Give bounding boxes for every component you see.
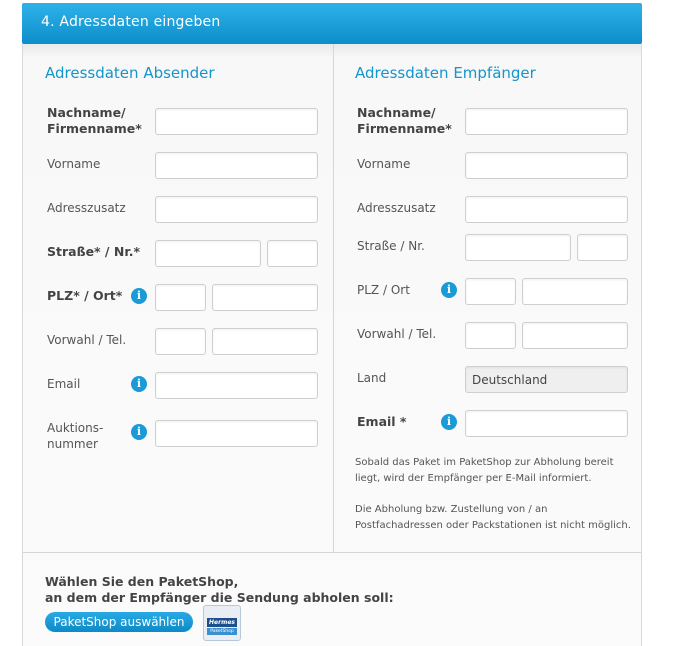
sender-street-label: Straße* / Nr.* [47,244,140,259]
hermes-paketshop-logo [203,605,241,641]
sender-firstname-input[interactable] [155,152,318,179]
sender-auction-label: Auktions- nummer [47,421,104,451]
recipient-firstname-label: Vorname [357,157,411,171]
recipient-phone-input[interactable] [522,322,628,349]
recipient-firstname-input[interactable] [465,152,628,179]
section-divider [22,552,642,553]
recipient-zip-input[interactable] [465,278,516,305]
sender-addition-label: Adresszusatz [47,201,126,215]
recipient-phone-label: Vorwahl / Tel. [357,327,437,341]
sender-city-input[interactable] [212,284,318,311]
sender-street-input[interactable] [155,240,261,267]
sender-email-label: Email [47,377,81,391]
hermes-logo-text: Hermes [207,618,237,627]
paketshop-select-button[interactable]: PaketShop auswählen [45,612,193,632]
recipient-email-input[interactable] [465,410,628,437]
sender-phone-input[interactable] [212,328,318,355]
sender-firstname-label: Vorname [47,157,101,171]
recipient-addition-label: Adresszusatz [357,201,436,215]
sender-addition-input[interactable] [155,196,318,223]
sender-auction-info-icon[interactable]: i [131,424,147,440]
recipient-notification-note: Sobald das Paket im PaketShop zur Abholung bereit liegt, wird der Empfänger per E-Mail informiert. [355,457,614,484]
paketshop-logo-text: PaketShop [207,628,237,635]
recipient-country-input [465,366,628,393]
sender-email-info-icon[interactable]: i [131,376,147,392]
recipient-restriction-note: Die Abholung bzw. Zustellung von / an Postfachadressen oder Packstationen ist nicht möglich. [355,504,631,531]
recipient-areacode-input[interactable] [465,322,516,349]
recipient-housenumber-input[interactable] [577,234,628,261]
recipient-street-input[interactable] [465,234,571,261]
recipient-street-label: Straße / Nr. [357,239,425,253]
recipient-zip-label: PLZ / Ort [357,283,410,297]
recipient-city-input[interactable] [522,278,628,305]
recipient-name-input[interactable] [465,108,628,135]
recipient-zip-info-icon[interactable]: i [441,282,457,298]
recipient-addition-input[interactable] [465,196,628,223]
sender-name-input[interactable] [155,108,318,135]
sender-areacode-input[interactable] [155,328,206,355]
sender-housenumber-input[interactable] [267,240,318,267]
sender-zip-info-icon[interactable]: i [131,288,147,304]
recipient-country-label: Land [357,371,387,385]
sender-name-label: Nachname/ Firmenname* [47,105,142,136]
recipient-email-info-icon[interactable]: i [441,414,457,430]
column-divider [333,44,334,552]
step-header [22,3,642,44]
recipient-email-label: Email * [357,414,407,429]
sender-phone-label: Vorwahl / Tel. [47,333,127,347]
recipient-name-label: Nachname/ Firmenname* [357,105,452,136]
recipient-title: Adressdaten Empfänger [355,64,536,82]
sender-auction-input[interactable] [155,420,318,447]
sender-email-input[interactable] [155,372,318,399]
sender-zip-label: PLZ* / Ort* [47,288,123,303]
paketshop-title: Wählen Sie den PaketShop, an dem der Empfänger die Sendung abholen soll: [45,574,394,605]
step-title: 4. Adressdaten eingeben [41,14,221,30]
sender-title: Adressdaten Absender [45,64,215,82]
sender-zip-input[interactable] [155,284,206,311]
